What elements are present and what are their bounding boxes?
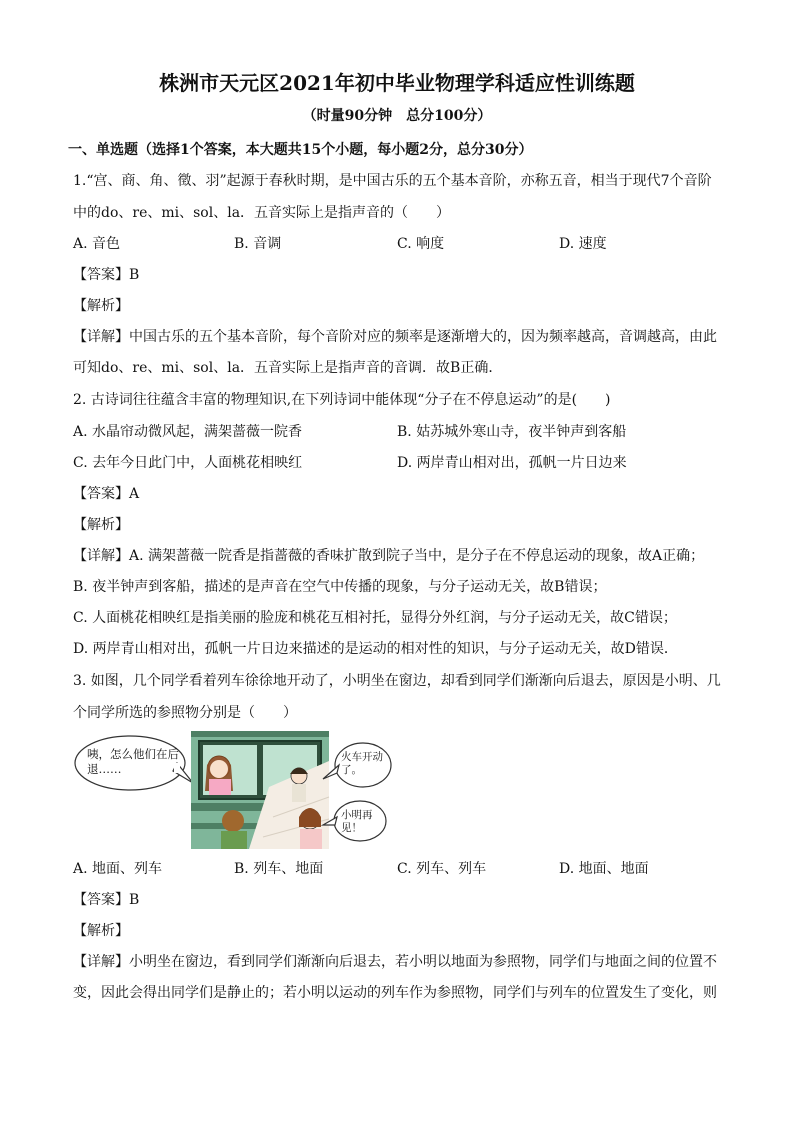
q1-option-b: B. 音调	[234, 236, 282, 252]
q1-detail-line2: 可知do、re、mi、sol、la．五音实际上是指声音的音调．故B正确．	[73, 360, 503, 376]
q3-stem-line2: 个同学所选的参照物分别是（ ）	[73, 705, 297, 721]
q1-answer: 【答案】B	[73, 267, 140, 283]
q3-analysis-label: 【解析】	[73, 923, 129, 939]
q2-analysis-label: 【解析】	[73, 517, 129, 533]
speech-bubble-right-top	[323, 743, 391, 787]
q1-stem-line2: 中的do、re、mi、sol、la．五音实际上是指声音的（ ）	[73, 205, 451, 221]
q1-option-c: C. 响度	[397, 236, 445, 252]
q1-option-d: D. 速度	[559, 236, 607, 252]
page-subtitle: （时量90分钟 总分100分）	[302, 108, 492, 124]
q2-detail-line4: D. 两岸青山相对出，孤帆一片日边来描述的是运动的相对性的知识，与分子运动无关，故D错误．	[73, 641, 678, 657]
q2-detail-line3: C. 人面桃花相映红是指美丽的脸庞和桃花互相衬托，显得分外红润，与分子运动无关，故C错误；	[73, 610, 677, 626]
section-heading: 一、单选题（选择1个答案，本大题共15个小题，每小题2分，总分30分）	[68, 142, 533, 158]
bubble-right-bottom-text: 小明再见！	[341, 809, 373, 834]
q3-option-d: D. 地面、地面	[559, 861, 649, 877]
q3-answer: 【答案】B	[73, 892, 140, 908]
speech-bubble-left	[75, 736, 193, 790]
bubble-left-text: 咦，怎么他们在后退……	[87, 747, 179, 776]
q3-option-a: A. 地面、列车	[73, 861, 163, 877]
q1-analysis-label: 【解析】	[73, 298, 129, 314]
bubble-right-top-text: 火车开动了。	[341, 751, 383, 776]
q3-detail-line2: 变，因此会得出同学们是静止的；若小明以运动的列车作为参照物，同学们与列车的位置发生了变化，则	[73, 985, 717, 1001]
q2-stem: 2. 古诗词往往蕴含丰富的物理知识,在下列诗词中能体现“分子在不停息运动”的是( )	[73, 392, 611, 408]
speech-bubble-right-bottom	[323, 801, 386, 841]
q3-stem-line1: 3. 如图，几个同学看着列车徐徐地开动了，小明坐在窗边，却看到同学们渐渐向后退去，原因是小明、几	[73, 673, 721, 689]
q2-option-a: A. 水晶帘动微风起，满架蔷薇一院香	[73, 424, 303, 440]
train-illustration	[73, 727, 393, 849]
q2-option-b: B. 姑苏城外寒山寺，夜半钟声到客船	[397, 424, 627, 440]
q1-detail-line1: 【详解】中国古乐的五个基本音阶，每个音阶对应的频率是逐渐增大的，因为频率越高，音调越高，由此	[73, 329, 717, 345]
q1-stem-line1: 1.“宫、商、角、徵、羽”起源于春秋时期，是中国古乐的五个基本音阶，亦称五音，相当于现代7个音阶	[73, 173, 712, 189]
q2-detail-line1: 【详解】A. 满架蔷薇一院香是指蔷薇的香味扩散到院子当中，是分子在不停息运动的现象，故A正确；	[73, 548, 705, 564]
q3-option-c: C. 列车、列车	[397, 861, 487, 877]
q1-option-a: A. 音色	[73, 236, 121, 252]
q2-option-d: D. 两岸青山相对出，孤帆一片日边来	[397, 455, 627, 471]
q3-detail-line1: 【详解】小明坐在窗边，看到同学们渐渐向后退去，若小明以地面为参照物，同学们与地面之间的位置不	[73, 954, 717, 970]
q2-option-c: C. 去年今日此门中，人面桃花相映红	[73, 455, 303, 471]
q2-answer: 【答案】A	[73, 486, 140, 502]
page-title: 株洲市天元区2021年初中毕业物理学科适应性训练题	[159, 71, 635, 95]
q3-option-b: B. 列车、地面	[234, 861, 324, 877]
q2-detail-line2: B. 夜半钟声到客船，描述的是声音在空气中传播的现象，与分子运动无关，故B错误；	[73, 579, 607, 595]
